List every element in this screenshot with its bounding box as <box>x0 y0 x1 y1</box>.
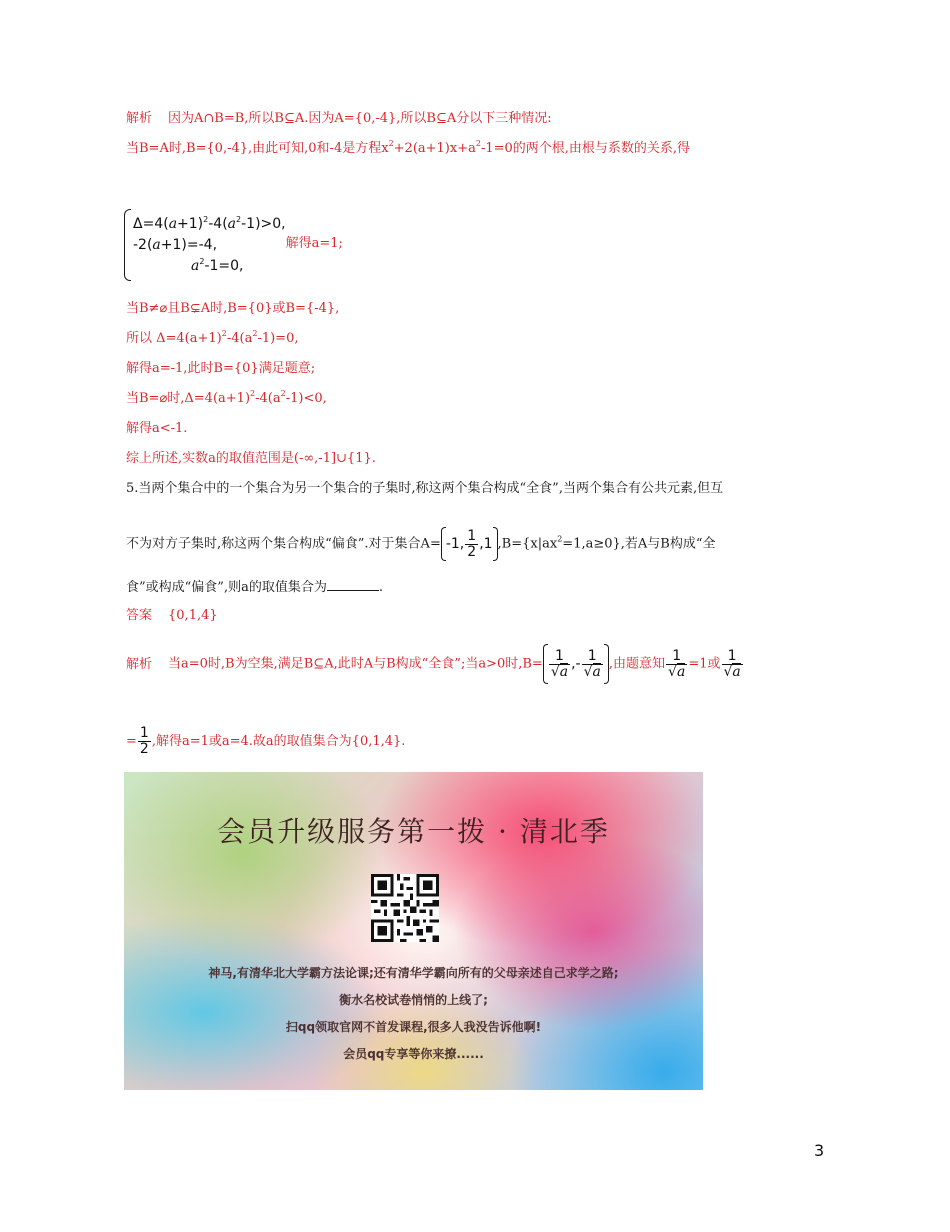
text-segment: ,B={x|ax <box>497 536 558 552</box>
eq-part: Δ=4( <box>133 215 169 232</box>
denominator <box>549 664 570 680</box>
numerator: 1 <box>555 647 564 664</box>
equations <box>131 214 286 277</box>
left-brace <box>543 644 548 684</box>
eq-part: -1=0, <box>204 257 244 274</box>
left-brace <box>124 209 131 281</box>
radicand: a <box>559 663 569 680</box>
solution-tag: 解析 <box>126 656 153 672</box>
variable: a <box>191 257 200 274</box>
question-5-line-3 <box>126 578 383 597</box>
equation-1 <box>133 214 286 235</box>
question-5-line-1: 5.当两个集合中的一个集合为另一个集合的子集时,称这两个集合构成“全食”,当两个集合有公共元素,但互 <box>126 481 724 496</box>
denominator <box>666 664 687 680</box>
superscript: 2 <box>388 139 394 148</box>
set-element: -1, <box>445 536 465 552</box>
sqrt-sign: √ <box>668 663 677 680</box>
text-segment: ,由题意知 <box>608 656 666 672</box>
superscript: 2 <box>236 214 242 224</box>
set-separator: ,- <box>571 656 581 672</box>
fraction-1-over-sqrt-a <box>582 649 603 680</box>
equation-2 <box>133 235 286 256</box>
text-segment: -4(a <box>226 331 253 346</box>
banner-line-4: 会员qq专享等你来撩...... <box>343 1047 484 1061</box>
analysis-line-7 <box>126 390 327 408</box>
text-segment: 不为对方子集时,称这两个集合构成“偏食”.对于集合A= <box>126 536 441 552</box>
fraction-1-over-sqrt-a <box>549 649 570 680</box>
set-element: ,1 <box>479 536 493 552</box>
answer-text: {0,1,4} <box>168 608 218 623</box>
analysis-line-9: 综上所述,实数a的取值范围是(-∞,-1]∪{1}. <box>126 451 376 466</box>
denominator: 2 <box>467 543 477 560</box>
answer-tag: 答案 <box>126 608 153 623</box>
eq-part: +1) <box>177 215 204 232</box>
text-segment: =1,a≥0},若A与B构成“全 <box>562 536 716 552</box>
promo-banner[interactable] <box>124 772 703 1090</box>
equation-system <box>124 209 343 281</box>
text-segment: 所以 Δ=4(a+1) <box>126 331 222 346</box>
superscript: 2 <box>250 389 256 398</box>
page-number: 3 <box>814 1141 825 1160</box>
qr-code-icon[interactable] <box>371 874 439 942</box>
text-segment: = <box>126 734 137 749</box>
solution-line-1 <box>126 644 744 685</box>
eq-part: +1)=-4, <box>160 236 218 253</box>
superscript: 2 <box>221 329 227 338</box>
question-5-line-2 <box>126 527 716 562</box>
numerator: 1 <box>467 527 477 544</box>
text-segment: -1)<0, <box>285 391 327 406</box>
fraction-one-half <box>138 726 151 757</box>
banner-line-2: 衡水名校试卷悄悄的上线了; <box>339 993 488 1007</box>
sqrt-sign: √ <box>583 663 593 680</box>
radicand: a <box>676 663 686 680</box>
variable: a <box>152 236 161 253</box>
radicand: a <box>592 663 601 680</box>
eq-part: -1)>0, <box>241 215 286 232</box>
eq-part: -2( <box>133 236 153 253</box>
text-segment: -1=0的两个根,由根与系数的关系,得 <box>480 141 691 156</box>
variable: a <box>168 215 178 232</box>
answer-blank <box>327 578 379 591</box>
superscript: 2 <box>475 139 481 148</box>
analysis-text: 因为A∩B=B,所以B⊆A.因为A={0,-4},所以B⊆A分以下三种情况: <box>168 111 552 126</box>
answer-line <box>126 607 218 625</box>
text-segment: 当B=A时,B={0,-4},由此可知,0和-4是方程x <box>126 141 389 156</box>
superscript: 2 <box>203 214 209 224</box>
equation-3 <box>133 256 286 277</box>
analysis-line-1 <box>126 110 552 128</box>
banner-line-3: 扫qq领取官网不首发课程,很多人我没告诉他啊! <box>285 1020 542 1034</box>
banner-title: 会员升级服务第一拨 · 清北季 <box>217 815 610 848</box>
superscript: 2 <box>557 534 563 544</box>
text-segment: -4(a <box>255 391 281 406</box>
denominator: 2 <box>139 741 149 757</box>
text-segment: -1)=0, <box>257 331 299 346</box>
numerator: 1 <box>727 647 737 664</box>
sqrt-sign: √ <box>550 663 560 680</box>
banner-line-1: 神马,有清华北大学霸方法论课;还有清华学霸向所有的父母亲述自己求学之路; <box>208 966 619 980</box>
solution-line-2 <box>126 724 405 760</box>
analysis-line-2 <box>126 140 690 158</box>
denominator <box>722 664 743 680</box>
numerator: 1 <box>139 725 149 741</box>
text-segment: . <box>378 580 383 595</box>
analysis-line-8: 解得a<-1. <box>126 421 188 436</box>
analysis-line-5 <box>126 330 298 348</box>
sqrt-sign: √ <box>723 663 733 680</box>
fraction-1-over-sqrt-a <box>666 649 687 680</box>
text-segment: 当a=0时,B为空集,满足B⊆A,此时A与B构成“全食”;当a>0时,B= <box>168 656 543 672</box>
denominator <box>582 664 603 680</box>
set-a <box>441 527 498 561</box>
superscript: 2 <box>252 329 258 338</box>
numerator: 1 <box>672 647 682 664</box>
analysis-line-4: 当B≠⌀且B⊊A时,B={0}或B={-4}, <box>126 301 340 316</box>
text-segment: 食”或构成“偏食”,则a的取值集合为 <box>126 580 327 595</box>
radicand: a <box>732 663 741 680</box>
text-segment: ,解得a=1或a=4.故a的取值集合为{0,1,4}. <box>151 734 406 749</box>
variable: a <box>227 215 237 232</box>
superscript: 2 <box>199 256 205 266</box>
superscript: 2 <box>280 389 286 398</box>
text-segment: +2(a+1)x+a <box>393 141 476 156</box>
fraction-1-over-sqrt-a <box>722 649 743 680</box>
text-segment: 当B=⌀时,Δ=4(a+1) <box>126 391 251 406</box>
set-b <box>543 644 609 684</box>
numerator: 1 <box>587 647 597 664</box>
fraction-one-half <box>465 529 478 560</box>
eq-part: -4( <box>208 215 228 232</box>
system-result: 解得a=1; <box>285 235 343 251</box>
analysis-line-6: 解得a=-1,此时B={0}满足题意; <box>126 361 316 376</box>
analysis-tag: 解析 <box>126 111 153 126</box>
text-segment: =1或 <box>688 656 721 672</box>
